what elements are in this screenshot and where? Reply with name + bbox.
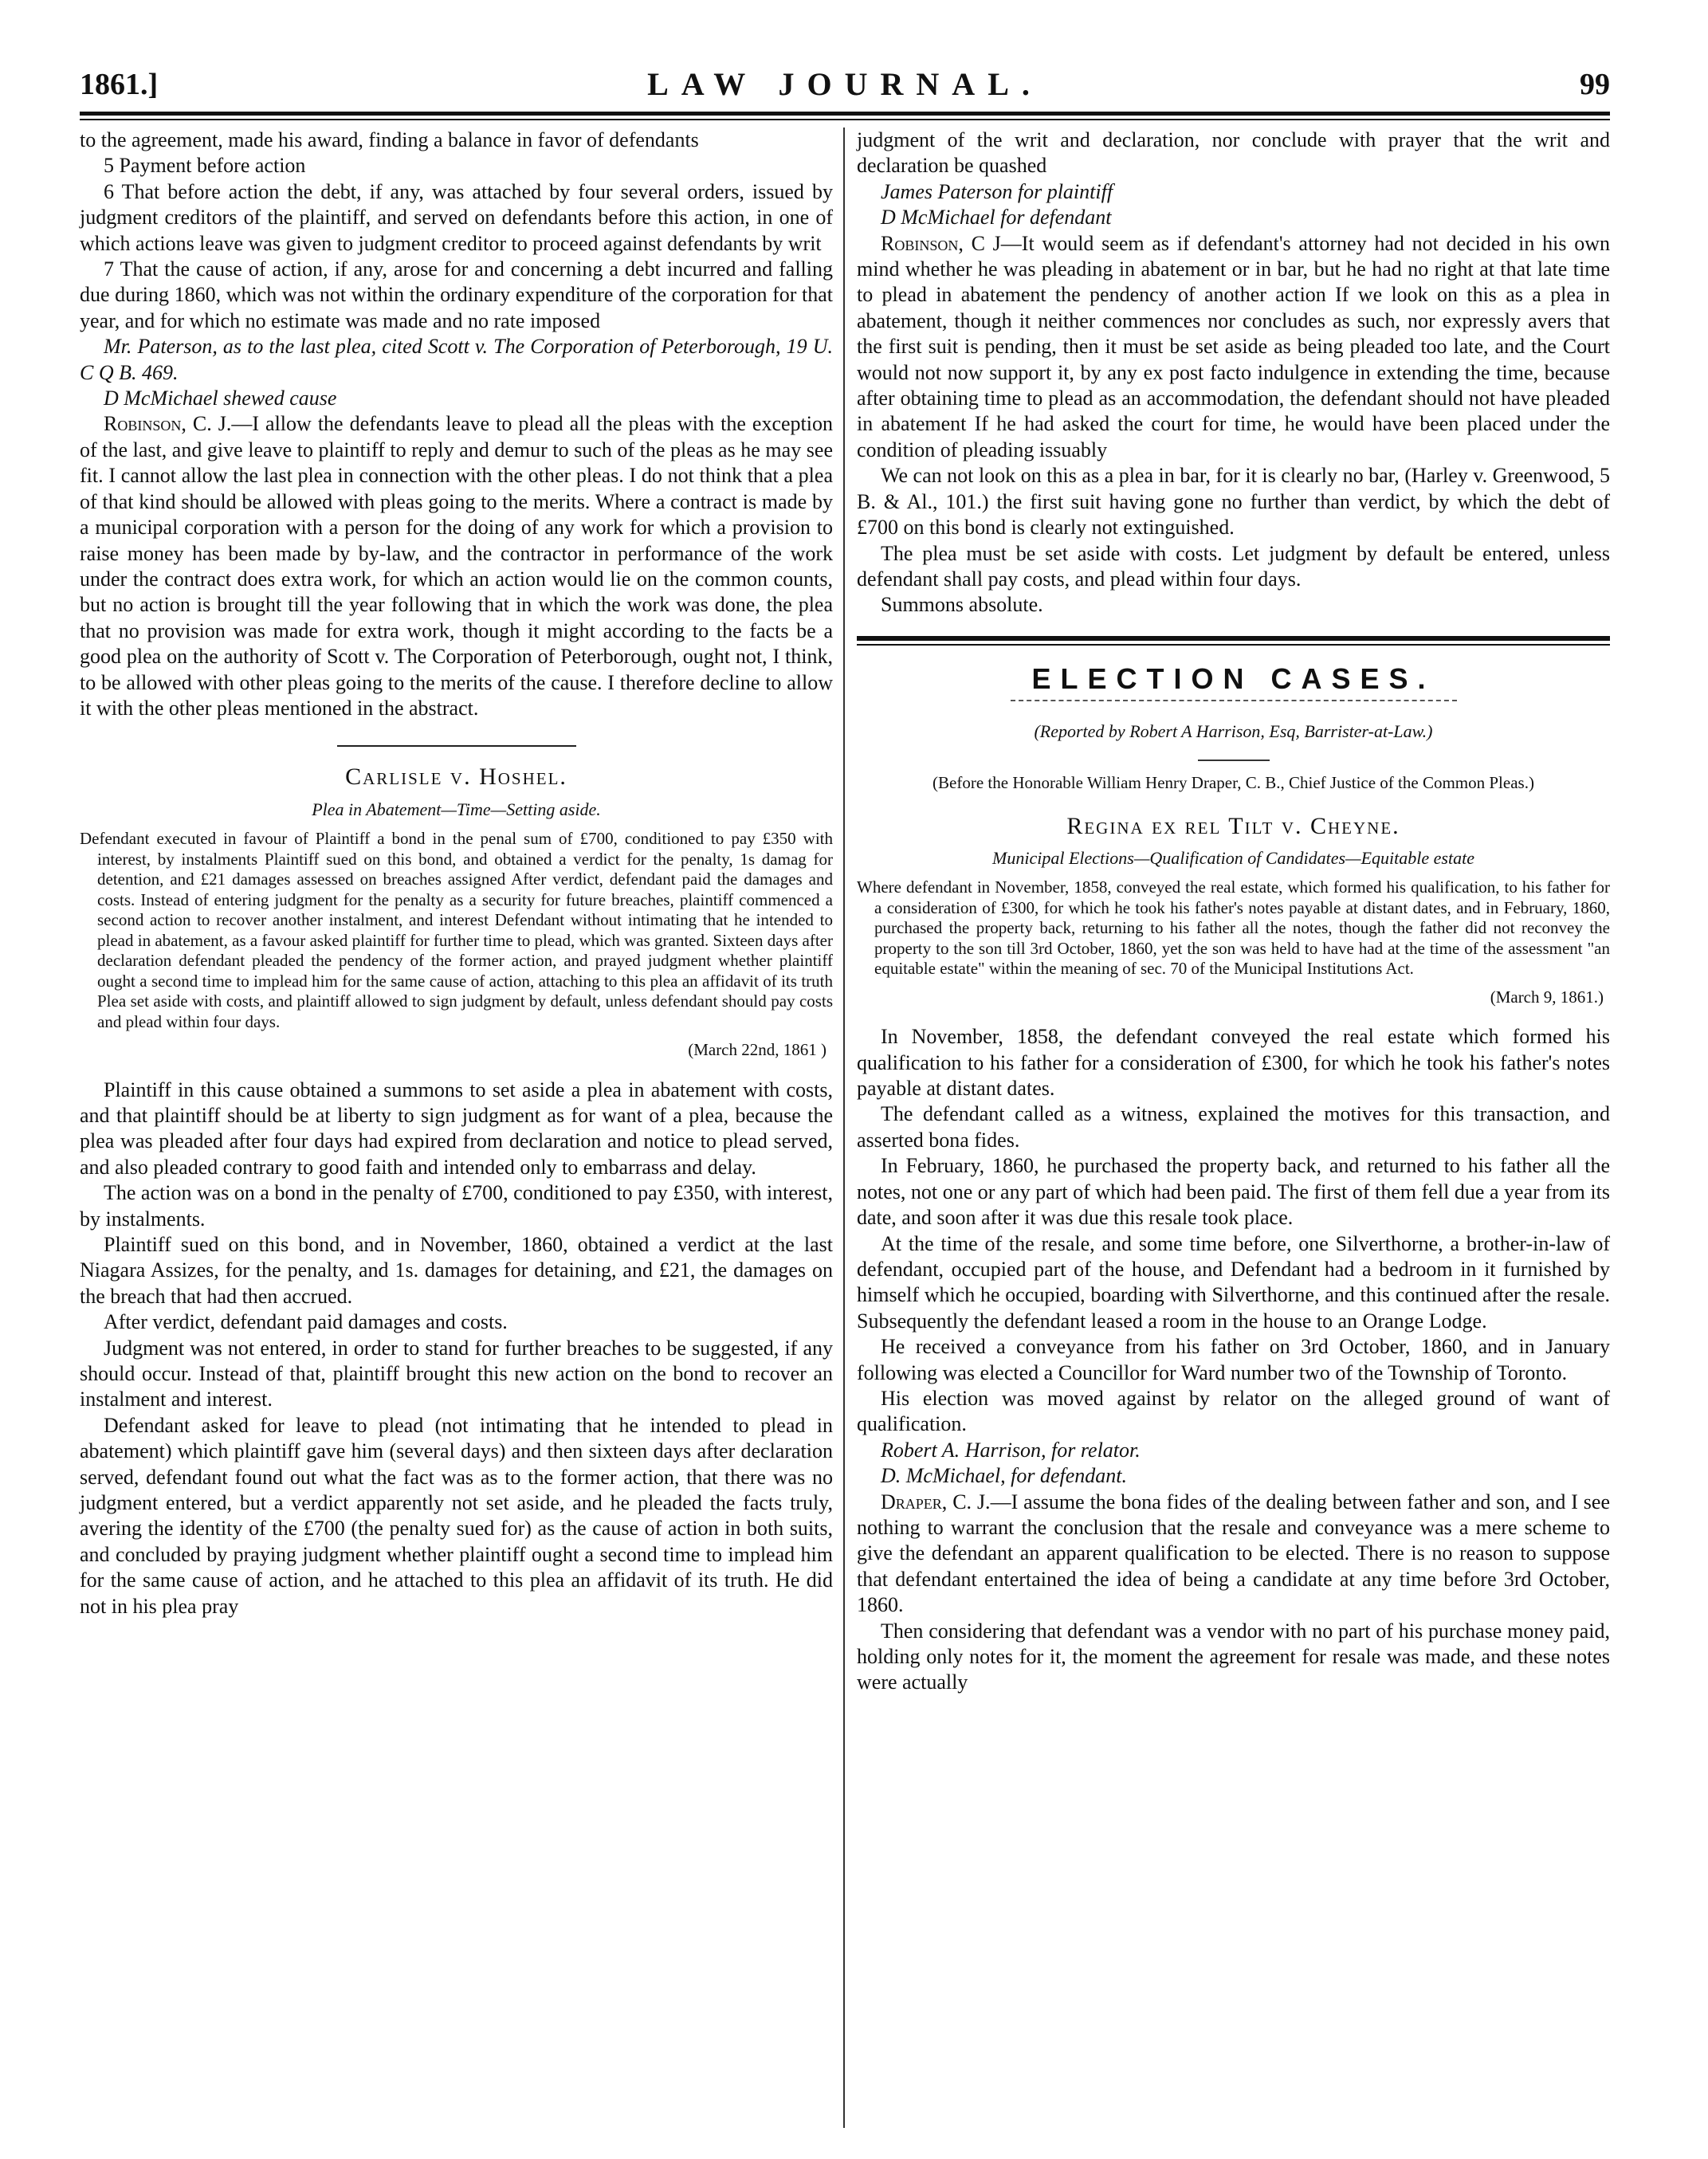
section-rule-thin <box>857 644 1610 646</box>
counsel-defendant: D. McMichael, for defendant. <box>881 1464 1128 1488</box>
plea-7: 7 That the cause of action, if any, arose for and concerning a debt incurred and falling due during 1860, which was not within the ordinary expenditure of the corporation for that year, and for which no estimate was made and no rate imposed <box>80 257 833 332</box>
body-paragraph: At the time of the resale, and some time before, one Silverthorne, a brother-in-law of defendant, occupied part of the house, and Defendant had a bedroom in it furnished by himself which he occupied, boarding with Silverthorne, and this continued after the resale. Subsequently the defendant leased a room in the house to an Orange Lodge. <box>857 1231 1610 1333</box>
body-paragraph: He received a conveyance from his father on 3rd October, 1860, and in January following was elected a Councillor for Ward number two of the Township of Toronto. <box>857 1335 1610 1384</box>
counsel-mcmichael: D McMichael shewed cause <box>104 387 337 410</box>
journal-title: LAW JOURNAL. <box>647 66 1042 102</box>
court-before: (Before the Honorable William Henry Draper, C. B., Chief Justice of the Common Pleas.) <box>933 772 1534 792</box>
left-column <box>80 128 833 1619</box>
continued-text: judgment of the writ and declaration, nor conclude with prayer that the writ and declaration be quashed <box>857 128 1610 178</box>
case-title: Regina ex rel Tilt v. Cheyne. <box>1066 812 1400 839</box>
reporter-credit: (Reported by Robert A Harrison, Esq, Barrister-at-Law.) <box>1034 721 1433 742</box>
case-date: (March 22nd, 1861 ) <box>688 1040 827 1060</box>
body-paragraph: In February, 1860, he purchased the property back, and returned to his father all the notes, not one or any part of which had been paid. The first of them fell due a year from its date, and soon after it was due this resale took place. <box>857 1154 1610 1230</box>
case-subtitle: Municipal Elections—Qualification of Candidates—Equitable estate <box>992 847 1474 868</box>
counsel-relator: Robert A. Harrison, for relator. <box>881 1438 1141 1462</box>
section-rule-heavy <box>857 636 1610 641</box>
short-rule <box>1198 760 1270 761</box>
header-year: 1861.] <box>80 68 159 101</box>
judgment-text: —I allow the defendants leave to plead all the pleas with the exception of the last, and give leave to plaintiff to reply and demur to such of the pleas as he may see fit. I cannot allow the last plea in connection with the other pleas. I do not think that a plea of that kind should be allowed with pleas going to the merits. Where a contract is made by a municipal corporation with a person for the doing of any work for which a provision to raise money has been made by by-law, and the contractor in performance of the work under the contract does extra work, for which an action would lie on the common counts, but no action is brought till the year following that in which the work was done, the plea that no provision was made for extra work, though it might according to the facts be a good plea on the authority of Scott v. The Corporation of Peterborough, ought not, I think, to be allowed with other pleas going to the merits of the cause. I therefore decline to allow it with the other pleas mentioned in the abstract. <box>80 412 834 720</box>
judgment-paragraph <box>857 231 1610 464</box>
page-number: 99 <box>1580 68 1610 101</box>
header-rule-heavy <box>80 112 1610 116</box>
body-paragraph: Judgment was not entered, in order to stand for further breaches to be suggested, if any should occur. Instead of that, plaintiff brought this new action on the bond to recover an instalment and interest. <box>80 1336 833 1411</box>
header-rule-thin <box>80 119 1610 120</box>
counsel-paterson: James Paterson for plaintiff <box>881 179 1113 203</box>
case-title: Carlisle v. Hoshel. <box>345 764 567 791</box>
body-paragraph: Then considering that defendant was a vendor with no part of his purchase money paid, holding only notes for it, the moment the agreement for resale was made, and these notes were actually <box>857 1619 1610 1694</box>
case-date: (March 9, 1861.) <box>1490 987 1604 1007</box>
right-column <box>857 128 1610 1696</box>
summons-line: Summons absolute. <box>881 593 1043 617</box>
judge-name: Robinson, C. J. <box>104 412 232 436</box>
body-paragraph: In November, 1858, the defendant conveyed the real estate which formed his qualification to his father for a consideration of £300, for which he took his father's notes payable at distant dates. <box>857 1025 1610 1101</box>
case-headnote: Where defendant in November, 1858, conveyed the real estate, which formed his qualification, to his father for a consideration of £300, for which he took his father's notes payable at distant dates, and in February, 1860, purchased the property back, returning to his father all the notes, though the father did not reconvey the property to the son till 3rd October, 1860, yet the son was held to have had at the time of the assessment "an equitable estate" within the meaning of sec. 70 of the Municipal Institutions Act. <box>857 877 1610 979</box>
body-paragraph: His election was moved against by relator on the alleged ground of want of qualification. <box>857 1386 1610 1436</box>
judgment-text: —It would seem as if defendant's attorney had not decided in his own mind whether he was pleading in abatement or in bar, but he had no right at that late time to plead in abatement the pendency of another action If we look on this as a plea in abatement, though it neither commences nor concludes as such, nor expressly avers that the first suit is pending, then it must be set aside as being pleaded too late, and the Court would not now support it, by any ex post facto indulgence in extending the time, because after obtaining time to plead as an accommodation, the defendant should not have pleaded in abatement If he had asked the court for time, he would have been placed under the condition of pleading issuably <box>857 231 1610 461</box>
body-paragraph: After verdict, defendant paid damages and costs. <box>104 1310 508 1334</box>
case-separator <box>337 745 576 747</box>
body-paragraph: Plaintiff sued on this bond, and in November, 1860, obtained a verdict at the last Niagara Assizes, for the penalty, and 1s. damages for detaining, and £21, the damages on the breach that had then accrued. <box>80 1233 833 1308</box>
judgment-text: —I assume the bona fides of the dealing between father and son, and I see nothing to warrant the conclusion that the resale and conveyance was a mere scheme to give the defendant an apparent qualification to be elected. There is no reason to suppose that defendant entertained the idea of being a candidate at any time before 3rd October, 1860. <box>857 1490 1610 1617</box>
body-paragraph: We can not look on this as a plea in bar, for it is clearly no bar, (Harley v. Greenwood, 5 B. & Al., 101.) the first suit having gone no further than verdict, by which the debt of £700 on this bond is clearly not extinguished. <box>857 464 1610 540</box>
page-header <box>80 62 1610 107</box>
judgment-paragraph <box>857 1490 1610 1619</box>
case-subtitle: Plea in Abatement—Time—Setting aside. <box>312 799 601 819</box>
body-paragraph: Plaintiff in this cause obtained a summons to set aside a plea in abatement with costs, and that plaintiff should be at liberty to sign judgment as for want of a plea, because the plea was pleaded after four days had expired from declaration and notice to plead served, and also pleaded contrary to good faith and intended only to embarrass and delay. <box>80 1078 833 1179</box>
section-title: ELECTION CASES. <box>1031 661 1435 695</box>
plea-5: 5 Payment before action <box>104 154 306 178</box>
section-dash-rule <box>1011 700 1457 701</box>
body-paragraph: The plea must be set aside with costs. Let judgment by default be entered, unless defendant shall pay costs, and plead within four days. <box>857 541 1610 591</box>
body-paragraph: The action was on a bond in the penalty of £700, conditioned to pay £350, with interest, by instalments. <box>80 1181 833 1231</box>
judge-name: Draper, C. J. <box>881 1490 991 1513</box>
body-paragraph: Defendant asked for leave to plead (not intimating that he intended to plead in abatement) which plaintiff gave him (several days) and then sixteen days after declaration served, defendant found out what the fact was as to the former action, that there was no judgment entered, but a verdict apparently not set aside, and he pleaded the facts truly, avering the identity of the £700 (the penalty sued for) as the cause of action in both suits, and concluded by praying judgment whether plaintiff ought a second time to implead him for the same cause of action, and he attached to this plea an affidavit of its truth. He did not in his plea pray <box>80 1413 833 1618</box>
counsel-mcmichael: D McMichael for defendant <box>881 206 1112 230</box>
column-divider <box>843 128 845 2128</box>
body-paragraph: The defendant called as a witness, explained the motives for this transaction, and asserted bona fides. <box>857 1102 1610 1152</box>
plea-6: 6 That before action the debt, if any, was attached by four several orders, issued by judgment creditors of the plaintiff, and served on defendants before this action, in one of which actions leave was given to judgment creditor to proceed against defendants by writ <box>80 179 833 255</box>
counsel-paterson: Mr. Paterson, as to the last plea, cited Scott v. The Corporation of Peterborough, 19 U. C Q B. 469. <box>80 335 833 384</box>
continued-text: to the agreement, made his award, finding a balance in favor of defendants <box>80 128 699 151</box>
case-headnote: Defendant executed in favour of Plaintiff a bond in the penal sum of £700, conditioned to pay £350 with interest, by instalments Plaintiff sued on this bond, and obtained a verdict for the penalty, 1s damag for detention, and £21 damages assessed on breaches assigned After verdict, defendant paid the damages and costs. Instead of entering judgment for the penalty as a security for future breaches, plaintiff commenced a second action to recover another instalment, and interest Defendant without intimating that he intended to plead in abatement, as a favour asked plaintiff for further time to plead, which was granted. Sixteen days after declaration defendant pleaded the pendency of the former action, and prayed judgment whether plaintiff ought a second time to implead him for the same cause of action, attaching to this plea an affidavit of its truth Plea set aside with costs, and plaintiff allowed to sign judgment by default, unless defendant should pay costs and plead within four days. <box>80 829 833 1031</box>
judge-name: Robinson, C J <box>881 231 1001 255</box>
judgment-paragraph <box>80 411 833 721</box>
